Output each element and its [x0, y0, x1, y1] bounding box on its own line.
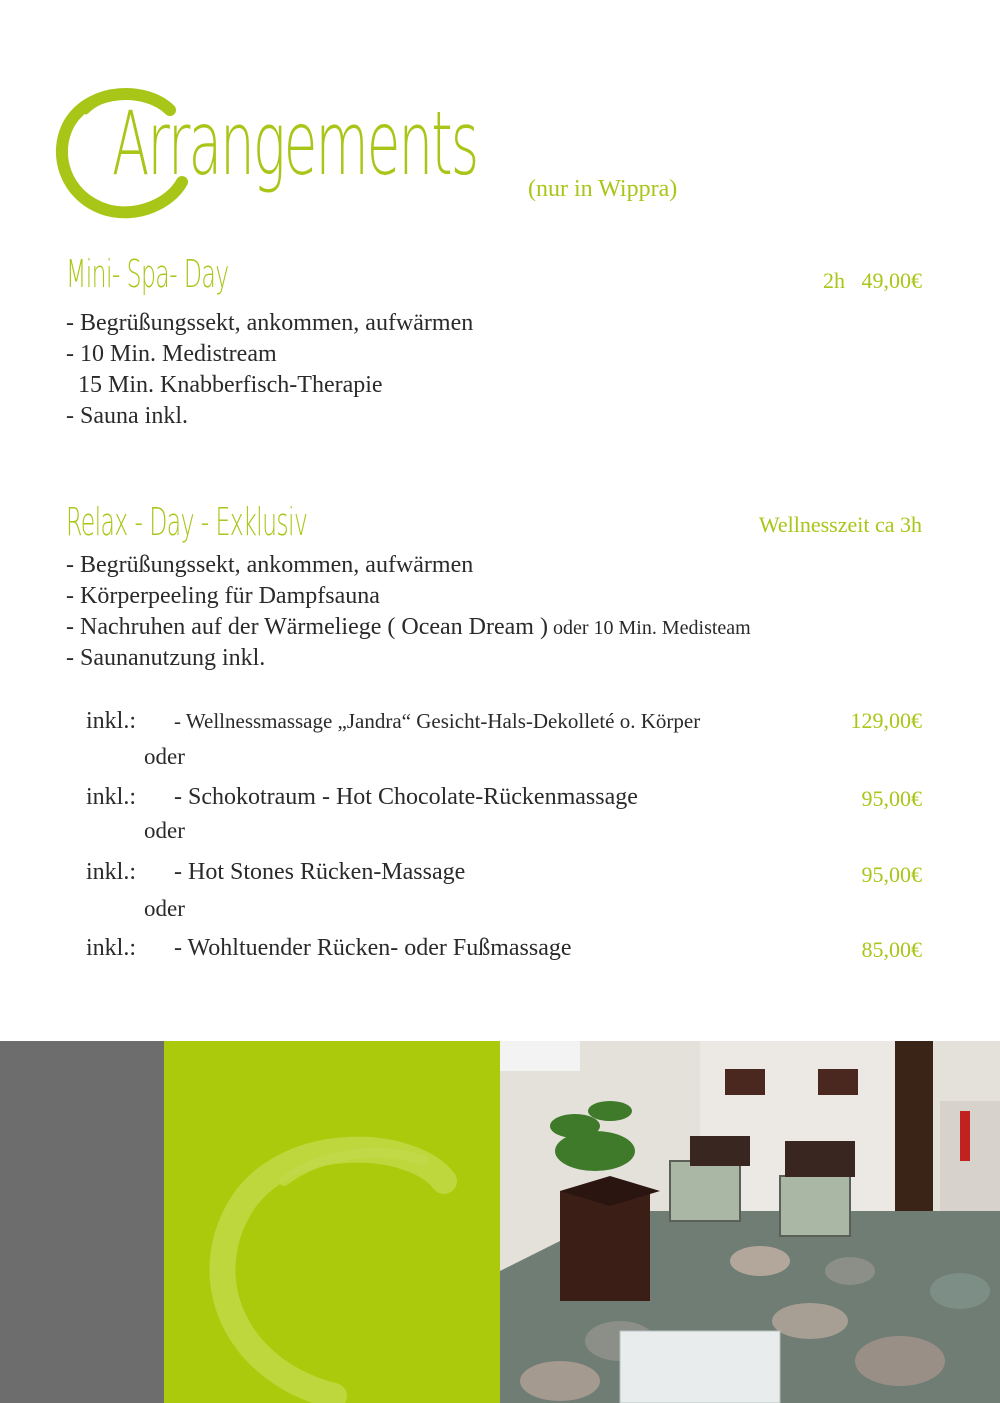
list-item: - Saunanutzung inkl. — [66, 645, 266, 671]
relax-day-list — [66, 550, 751, 674]
watermark-circle-icon — [164, 1041, 500, 1403]
mini-spa-title: Mini- Spa- Day — [66, 252, 229, 296]
footer-green-block — [164, 1041, 500, 1403]
list-item: - Begrüßungssekt, ankommen, aufwärmen — [66, 310, 474, 336]
option-prefix: inkl.: — [86, 708, 137, 734]
option-row — [86, 708, 700, 735]
relax-day-title: Relax - Day - Exklusiv — [66, 500, 308, 544]
list-item: - Körperpeeling für Dampfsauna — [66, 583, 380, 609]
list-item: - 10 Min. Medistream — [66, 341, 277, 367]
page-title: Arrangements — [112, 92, 478, 195]
option-separator: oder — [144, 818, 185, 843]
option-price: 129,00€ — [850, 708, 922, 733]
list-item-main: - Nachruhen auf der Wärmeliege ( Ocean Dream ) — [66, 614, 548, 640]
option-row — [86, 784, 638, 811]
list-item: - Sauna inkl. — [66, 403, 188, 429]
list-item: 15 Min. Knabberfisch-Therapie — [66, 372, 383, 398]
option-desc: - Wohltuender Rücken- oder Fußmassage — [174, 935, 572, 961]
spa-room-photo — [500, 1041, 1000, 1403]
relax-day-note: Wellnesszeit ca 3h — [758, 512, 922, 537]
option-prefix: inkl.: — [86, 784, 137, 810]
option-price: 95,00€ — [861, 786, 922, 811]
mini-spa-price: 2h 49,00€ — [823, 268, 922, 293]
option-price: 95,00€ — [861, 862, 922, 887]
mini-spa-list — [66, 308, 473, 432]
option-prefix: inkl.: — [86, 935, 137, 961]
footer-grey-block — [0, 1041, 164, 1403]
spa-room-image — [500, 1041, 1000, 1403]
option-prefix: inkl.: — [86, 859, 137, 885]
option-desc: - Wellnessmassage „Jandra“ Gesicht-Hals-Dekolleté o. Körper — [174, 709, 701, 733]
option-row — [86, 859, 465, 886]
option-price: 85,00€ — [861, 937, 922, 962]
option-desc: - Hot Stones Rücken-Massage — [174, 859, 466, 885]
option-separator: oder — [144, 744, 185, 769]
option-row — [86, 935, 572, 962]
list-item: - Begrüßungssekt, ankommen, aufwärmen — [66, 552, 474, 578]
list-item — [66, 612, 751, 643]
list-item-note: oder 10 Min. Medisteam — [547, 617, 751, 639]
option-separator: oder — [144, 896, 185, 921]
option-desc: - Schokotraum - Hot Chocolate-Rückenmassage — [174, 784, 638, 810]
page-subtitle: (nur in Wippra) — [528, 176, 678, 202]
